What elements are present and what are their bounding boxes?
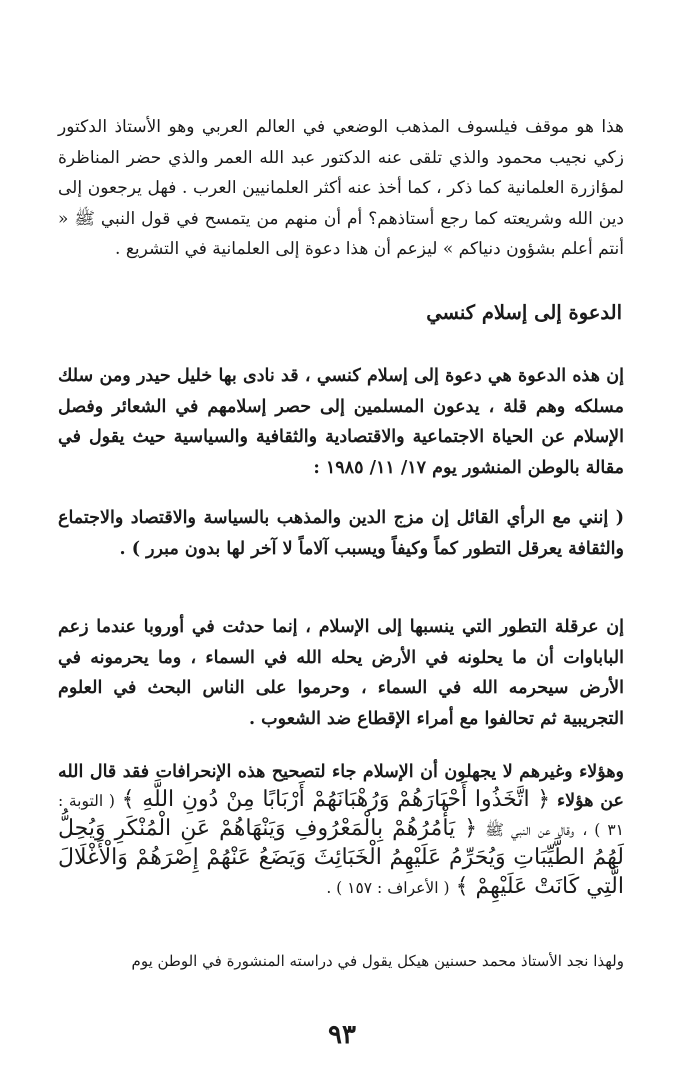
page-number: ٩٣ [328, 1020, 356, 1050]
verse-reference-tawbah: ( التوبة : ٣١ ) ، [58, 792, 625, 839]
paragraph-europe: إن عرقلة التطور التي ينسبها إلى الإسلام ، إنما حدثت في أوروبا عندما زعم الباباوات أن ما يحلونه في الأرض يحله الله في السماء ، وما يحرمونه في الأرض سيحرمه الله في السماء ، وحرموا على الناس البحث في العلوم التجريبية ثم تحالفوا مع أمراء الإقطاع ضد الشعوب . [58, 617, 624, 729]
intro-paragraph: هذا هو موقف فيلسوف المذهب الوضعي في العالم العربي وهو الأستاذ الدكتور زكي نجيب محمود والذي تلقى عنه الدكتور عبد الله العمر والذي حضر المناظرة لمؤازرة العلمانية كما ذكر ، كما أخذ عنه أكثر العلمانيين العرب . فهل يرجعون إلى دين الله وشريعته كما رجع أستاذهم؟ أم أن منهم من يتمسح في قول النبي ﷺ « أنتم أعلم بشؤون دنياكم » ليزعم أن هذا دعوة إلى العلمانية في التشريع . [58, 117, 624, 259]
quran-verse-tawbah: ﴿ اتَّخَذُوا أَحْبَارَهُمْ وَرُهْبَانَهُمْ أَرْبَابًا مِنْ دُونِ اللَّهِ ﴾ [121, 787, 551, 812]
paragraph-kansi-call: إن هذه الدعوة هي دعوة إلى إسلام كنسي ، قد نادى بها خليل حيدر ومن سلك مسلكه وهم قلة ، يدعون المسلمين إلى حصر إسلامهم في الشعائر وفصل الإسلام عن الحياة الاجتماعية والاقتصادية والثقافية والسياسية حيث يقول في مقالة بالوطن المنشور يوم ١٧/ ١١/ ١٩٨٥ : [58, 366, 624, 478]
paragraph-heikal: ولهذا نجد الأستاذ محمد حسنين هيكل يقول في دراسته المنشورة في الوطن يوم [131, 952, 624, 970]
quran-verse-araf: ﴿ يَأْمُرُهُمْ بِالْمَعْرُوفِ وَيَنْهَاهُمْ عَنِ الْمُنْكَرِ وَيُحِلُّ لَهُمُ الطَّيِّبَاتِ وَيُحَرِّمُ عَلَيْهِمُ الْخَبَائِثَ وَيَضَعُ عَنْهُمْ إِصْرَهُمْ وَالْأَغْلَالَ الَّتِي كَانَتْ عَلَيْهِمْ ﴾ [58, 816, 624, 899]
quote-paragraph: ( إنني مع الرأي القائل إن مزج الدين والمذهب بالسياسة والاقتصاد والاجتماع والثقافة يعرقل التطور كماً وكيفاً ويسبب آلاماً لا آخر لها بدون مبرر ) . [58, 508, 624, 559]
verse-reference-araf: ( الأعراف : ١٥٧ ) . [326, 879, 450, 897]
paragraph-quran-verses [58, 758, 624, 902]
verse-mid-text: وقال عن النبي ﷺ [485, 821, 575, 839]
verse-lead-text: وهؤلاء وغيرهم لا يجهلون أن الإسلام جاء لتصحيح هذه الإنحرافات فقد قال الله عن هؤلاء [58, 762, 624, 811]
section-heading: الدعوة إلى إسلام كنسي [426, 301, 622, 324]
